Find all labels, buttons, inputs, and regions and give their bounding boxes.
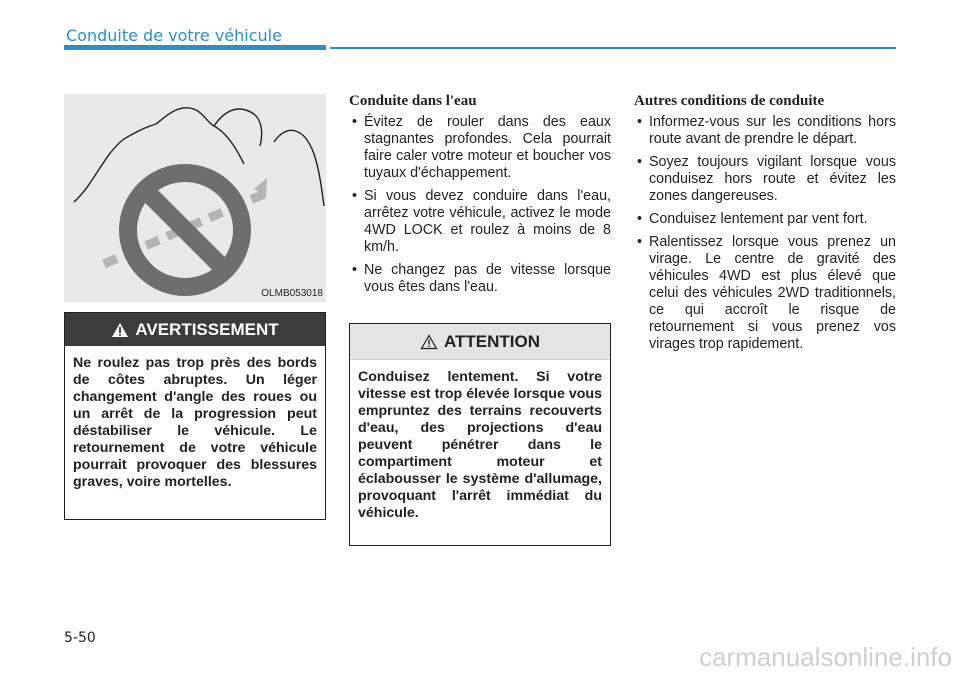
watermark: carmanualsonline.info [699,642,952,672]
attention-text: Conduisez lentement. Si votre vitesse est trop élevée lorsque vous empruntez des terrains recouverts d'eau, des projections d'eau peuvent pénétrer dans le compartiment moteur et éclabousser le système d'allumage, provoquant l'arrêt immédiat du véhicule. [358,369,602,521]
page-number: 5-50 [64,630,96,646]
warning-header [65,313,325,346]
figure-code: OLMB053018 [261,288,323,299]
water-section-title: Conduite dans l'eau [349,93,477,109]
water-bullet-list [349,114,611,296]
warning-title: AVERTISSEMENT [135,319,279,339]
attention-box [349,323,611,546]
header-rule-thick [64,45,326,50]
attention-header [350,324,610,360]
caution-triangle-icon [420,334,438,350]
water-driving-section [349,93,611,302]
illustration-figure [64,94,326,302]
list-item: • Ne changez pas de vitesse lorsque vous êtes dans l'eau. [349,262,611,296]
list-item: • Ralentissez lorsque vous prenez un virage. Le centre de gravité des véhicules 4WD est plus élevé que celui des véhicules 2WD traditionnels, ce qui accroît le risque de retournement si vous prenez vos virages trop rapidement. [634,234,896,353]
list-item: • Si vous devez conduire dans l'eau, arrêtez votre véhicule, activez le mode 4WD LOCK et roulez à moins de 8 km/h. [349,188,611,256]
section-title: Conduite de votre véhicule [66,26,282,45]
header-rule-thin [330,47,896,49]
list-item: • Soyez toujours vigilant lorsque vous conduisez hors route et évitez les zones dangereuses. [634,154,896,205]
no-entry-illustration [64,94,326,302]
list-item: • Évitez de rouler dans des eaux stagnantes profondes. Cela pourrait faire caler votre moteur et boucher vos tuyaux d'échappement. [349,114,611,182]
list-item: • Informez-vous sur les conditions hors route avant de prendre le départ. [634,114,896,148]
warning-text: Ne roulez pas trop près des bords de côtes abruptes. Un léger changement d'angle des roues ou un arrêt de la progression peut déstabiliser le véhicule. Le retournement de votre véhicule pourrait provoquer des blessures graves, voire mortelles. [73,355,317,490]
other-conditions-section [634,93,896,359]
list-item: • Conduisez lentement par vent fort. [634,211,896,228]
warning-triangle-icon [111,322,129,338]
attention-title: ATTENTION [443,331,540,351]
other-bullet-list [634,114,896,353]
other-section-title: Autres conditions de conduite [634,93,825,109]
warning-box [64,312,326,520]
